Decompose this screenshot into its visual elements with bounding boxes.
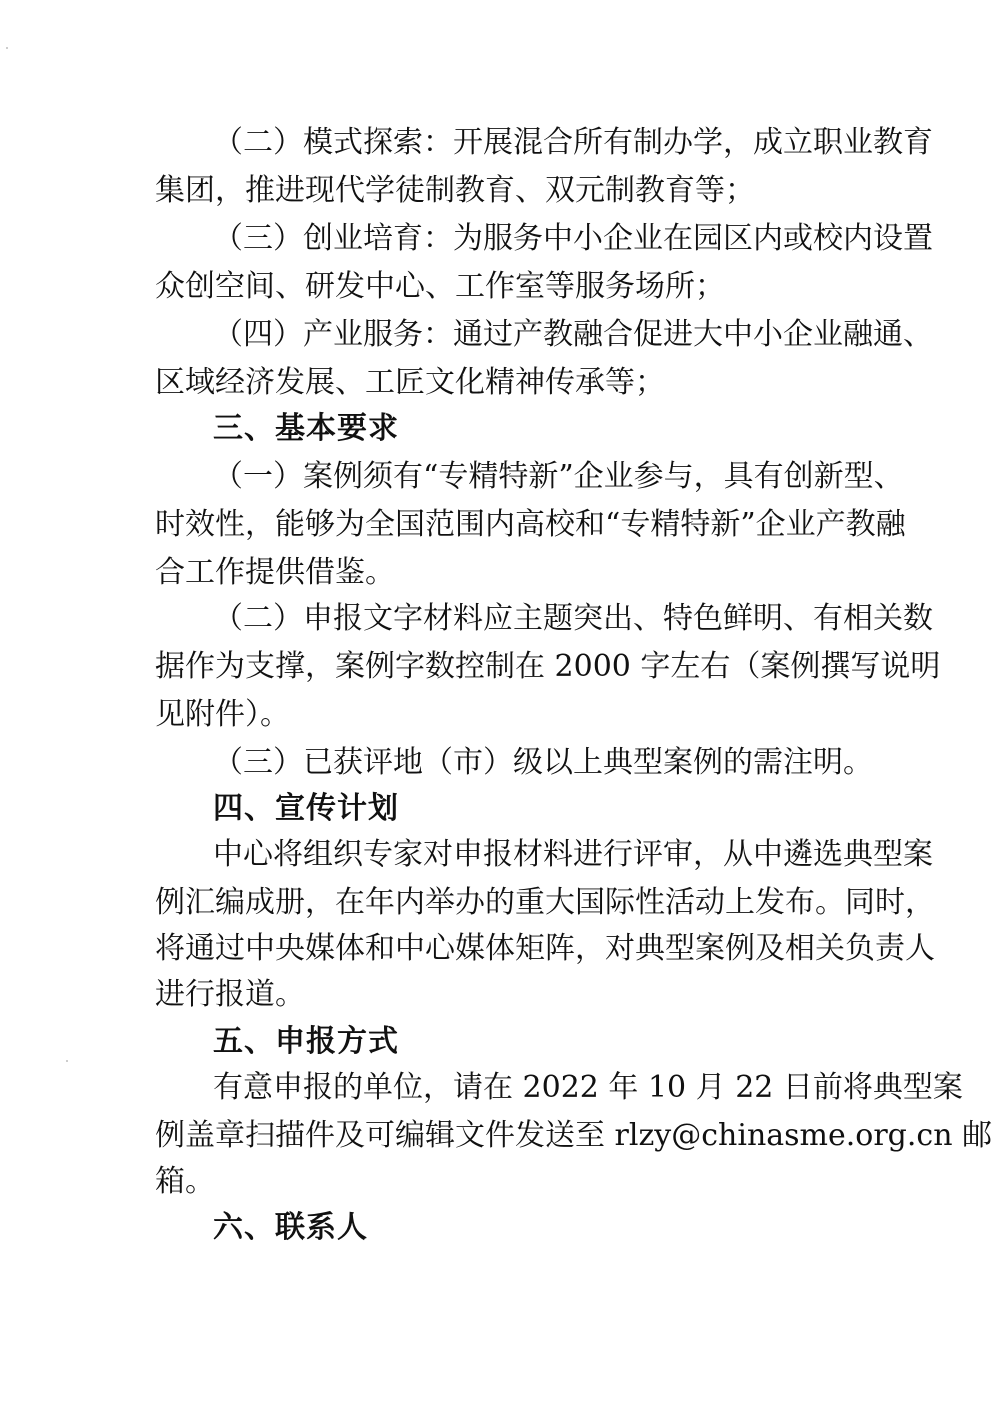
section-heading: 三、基本要求 [213, 411, 399, 446]
paragraph-line: 据作为支撑，案例字数控制在 2000 字左右（案例撰写说明 [155, 649, 941, 684]
paragraph-line: 集团，推进现代学徒制教育、双元制教育等； [155, 173, 755, 208]
paragraph-line: 箱。 [155, 1164, 215, 1199]
scan-speck [6, 47, 8, 49]
paragraph-line: 有意申报的单位，请在 2022 年 10 月 22 日前将典型案 [213, 1070, 963, 1105]
paragraph-line: 时效性，能够为全国范围内高校和“专精特新”企业产教融 [155, 507, 906, 542]
paragraph-line: 例汇编成册，在年内举办的重大国际性活动上发布。同时， [155, 885, 935, 920]
scan-speck [66, 1060, 68, 1062]
section-heading: 四、宣传计划 [213, 791, 399, 826]
paragraph-line: （二）模式探索：开展混合所有制办学，成立职业教育 [213, 125, 933, 160]
paragraph-line: 合工作提供借鉴。 [155, 555, 395, 590]
section-heading: 六、联系人 [213, 1210, 368, 1245]
paragraph-line: （二）申报文字材料应主题突出、特色鲜明、有相关数 [213, 601, 933, 636]
paragraph-line: 见附件）。 [155, 697, 290, 732]
email-line: 例盖章扫描件及可编辑文件发送至 rlzy@chinasme.org.cn 邮 [155, 1118, 993, 1153]
paragraph-line: 将通过中央媒体和中心媒体矩阵，对典型案例及相关负责人 [155, 931, 935, 966]
paragraph-line: 进行报道。 [155, 977, 305, 1012]
paragraph-line: （三）已获评地（市）级以上典型案例的需注明。 [213, 745, 873, 780]
paragraph-line: 区域经济发展、工匠文化精神传承等； [155, 365, 665, 400]
section-heading: 五、申报方式 [213, 1024, 399, 1059]
paragraph-line: 中心将组织专家对申报材料进行评审，从中遴选典型案 [213, 837, 933, 872]
paragraph-line: （一）案例须有“专精特新”企业参与，具有创新型、 [213, 459, 904, 494]
paragraph-line: 众创空间、研发中心、工作室等服务场所； [155, 269, 725, 304]
paragraph-line: （三）创业培育：为服务中小企业在园区内或校内设置 [213, 221, 933, 256]
paragraph-line: （四）产业服务：通过产教融合促进大中小企业融通、 [213, 317, 933, 352]
